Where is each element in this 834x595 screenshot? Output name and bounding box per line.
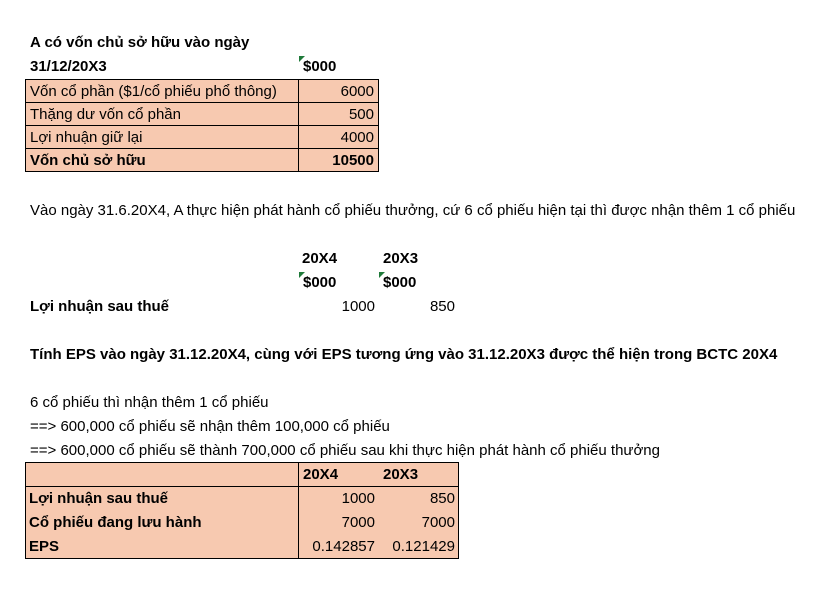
profit-value-20x4: 1000 [341, 298, 375, 315]
equity-row-label: Lợi nhuận giữ lại [25, 125, 299, 149]
eps-row-label: Cổ phiếu đang lưu hành [29, 514, 202, 531]
eps-row-value-20x3: 7000 [421, 514, 455, 531]
eps-row-label: EPS [29, 538, 60, 555]
profit-col-20x4: 20X4 [302, 250, 338, 267]
eps-header-20x4: 20X4 [303, 466, 339, 483]
eps-row-value-20x4: 7000 [341, 514, 375, 531]
profit-col-20x3: 20X3 [383, 250, 419, 267]
profit-label: Lợi nhuận sau thuế [30, 298, 169, 315]
eps-header-20x3: 20X3 [383, 466, 419, 483]
eps-header-empty [25, 463, 298, 487]
explanation-line: ==> 600,000 cổ phiếu sẽ nhận thêm 100,000 cổ phiếu [30, 418, 390, 435]
equity-total-value: 10500 [298, 148, 379, 172]
equity-row-value: 500 [298, 102, 379, 126]
eps-row-label: Lợi nhuận sau thuế [29, 490, 168, 507]
equity-row-label: Thặng dư vốn cổ phần [25, 102, 299, 126]
equity-unit: $000 [303, 58, 337, 75]
equity-title-line2: 31/12/20X3 [30, 58, 107, 75]
eps-row-value-20x3: 0.121429 [392, 538, 455, 555]
explanation-line: 6 cổ phiếu thì nhận thêm 1 cổ phiếu [30, 394, 269, 411]
equity-row-value: 6000 [298, 79, 379, 103]
equity-row-value: 4000 [298, 125, 379, 149]
eps-row-value-20x4: 1000 [341, 490, 375, 507]
eps-row-value-20x4: 0.142857 [312, 538, 375, 555]
bonus-issue-note: Vào ngày 31.6.20X4, A thực hiện phát hành cổ phiếu thưởng, cứ 6 cổ phiếu hiện tại thì được nhận thêm 1 cổ phiếu [30, 202, 796, 219]
equity-row-label: Vốn cổ phần ($1/cổ phiếu phổ thông) [25, 79, 299, 103]
profit-unit-20x3: $000 [383, 274, 417, 291]
eps-row-value-20x3: 850 [429, 490, 455, 507]
explanation-line: ==> 600,000 cổ phiếu sẽ thành 700,000 cổ phiếu sau khi thực hiện phát hành cổ phiếu thưởng [30, 442, 660, 459]
equity-title-line1: A có vốn chủ sở hữu vào ngày [30, 34, 250, 51]
profit-value-20x3: 850 [429, 298, 455, 315]
profit-unit-20x4: $000 [303, 274, 337, 291]
question-text: Tính EPS vào ngày 31.12.20X4, cùng với EPS tương ứng vào 31.12.20X3 được thể hiện trong BCTC 20X4 [30, 346, 778, 363]
equity-total-label: Vốn chủ sở hữu [25, 148, 299, 172]
